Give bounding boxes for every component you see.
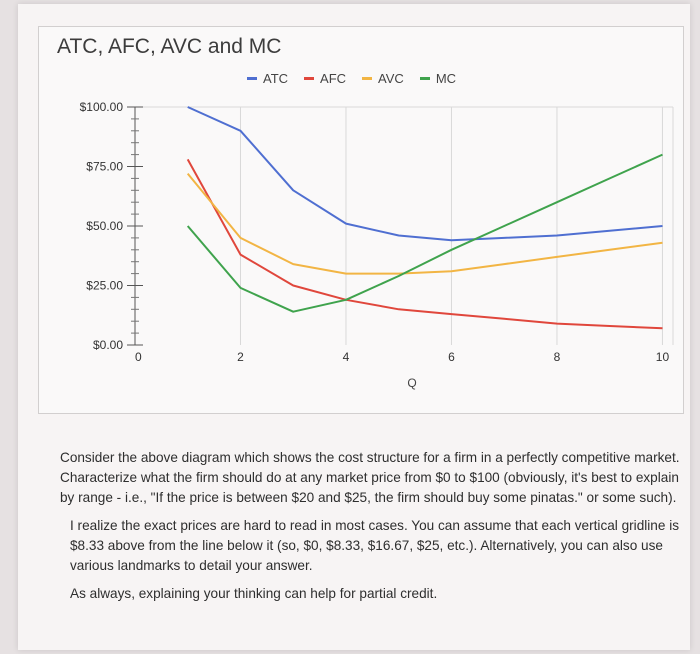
legend-label: ATC xyxy=(263,71,289,86)
legend-label: AVC xyxy=(378,71,404,86)
question-paragraph: Consider the above diagram which shows the cost structure for a firm in a perfectly competitive market. Characterize what the firm should do at any market price from $0 to $100 (obviously, it's best to explain by range - i.e., "If the price is between $20 and $25, the firm should buy some pinatas." or some such). xyxy=(60,450,680,505)
chart-title: ATC, AFC, AVC and MC xyxy=(57,35,282,58)
credit-note: As always, explaining your thinking can help for partial credit. xyxy=(70,586,438,601)
x-tick-label: 4 xyxy=(342,350,350,364)
series-line-avc xyxy=(188,174,663,274)
x-tick-label: 2 xyxy=(237,350,244,364)
series-line-atc xyxy=(188,107,663,240)
legend-label: AFC xyxy=(320,71,347,86)
line-chart xyxy=(39,27,683,413)
y-tick-label: $50.00 xyxy=(86,219,123,233)
legend-label: MC xyxy=(435,71,457,86)
x-tick-label: 6 xyxy=(448,350,455,364)
hint-paragraph: I realize the exact prices are hard to read in most cases. You can assume that each vertical gridline is $8.33 above from the line below it (so, $0, $8.33, $16.67, $25, etc.). Alternatively, you can also use various landmarks to detail your answer. xyxy=(70,518,680,573)
y-tick-label: $25.00 xyxy=(86,278,123,293)
series-line-afc xyxy=(188,159,663,328)
question-text xyxy=(60,448,680,612)
page-sheet xyxy=(18,4,690,650)
y-tick-label: $75.00 xyxy=(86,159,123,174)
x-tick-label: 8 xyxy=(553,350,561,364)
chart-card xyxy=(38,26,684,414)
x-axis-title: Q xyxy=(407,376,417,390)
x-tick-label: 10 xyxy=(655,350,670,364)
y-tick-label: $0.00 xyxy=(92,338,123,352)
y-tick-label: $100.00 xyxy=(79,100,123,114)
x-tick-label: 0 xyxy=(135,350,142,364)
